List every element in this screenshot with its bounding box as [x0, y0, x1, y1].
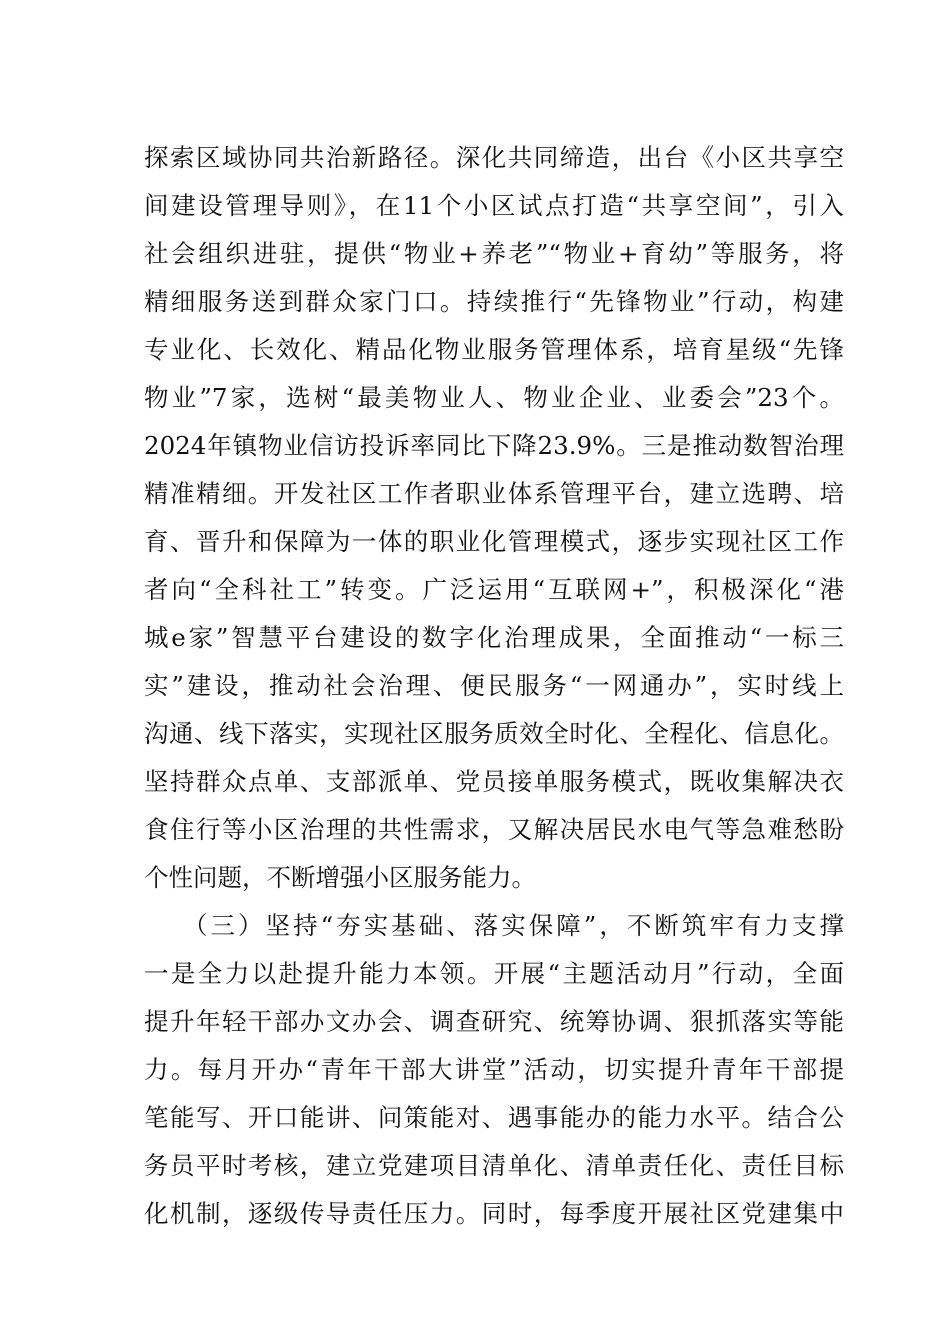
section-heading: （三）坚持“夯实基础、落实保障”，不断筑牢有力支撑 [183, 911, 844, 940]
paragraph-line: 力。每月开办“青年干部大讲堂”活动，切实提升青年干部提 [144, 1055, 844, 1084]
paragraph-line: 笔能写、开口能讲、问策能对、遇事能办的能力水平。结合公 [144, 1103, 844, 1132]
paragraph-line: 社会组织进驻，提供“物业+养老”“物业+育幼”等服务，将 [144, 239, 844, 268]
paragraph-line: 提升年轻干部办文办会、调查研究、统筹协调、狠抓落实等能 [144, 1007, 844, 1036]
paragraph-line: 化机制，逐级传导责任压力。同时，每季度开展社区党建集中 [144, 1199, 844, 1228]
paragraph-line: 2024年镇物业信访投诉率同比下降23.9%。三是推动数智治理 [144, 431, 844, 460]
paragraph-line: 实”建设，推动社会治理、便民服务“一网通办”，实时线上 [144, 671, 844, 700]
paragraph-line: 食住行等小区治理的共性需求，又解决居民水电气等急难愁盼 [144, 815, 844, 844]
paragraph-line: 一是全力以赴提升能力本领。开展“主题活动月”行动，全面 [144, 959, 844, 988]
paragraph-line: 个性问题，不断增强小区服务能力。 [144, 863, 536, 892]
paragraph-line: 育、晋升和保障为一体的职业化管理模式，逐步实现社区工作 [144, 527, 844, 556]
paragraph-line: 精细服务送到群众家门口。持续推行“先锋物业”行动，构建 [144, 287, 844, 316]
paragraph-line: 坚持群众点单、支部派单、党员接单服务模式，既收集解决衣 [144, 767, 844, 796]
paragraph-line: 务员平时考核，建立党建项目清单化、清单责任化、责任目标 [144, 1151, 844, 1180]
paragraph-line: 间建设管理导则》，在11个小区试点打造“共享空间”，引入 [144, 191, 844, 220]
paragraph-line: 精准精细。开发社区工作者职业体系管理平台，建立选聘、培 [144, 479, 844, 508]
paragraph-line: 探索区域协同共治新路径。深化共同缔造，出台《小区共享空 [144, 143, 844, 172]
paragraph-line: 专业化、长效化、精品化物业服务管理体系，培育星级“先锋 [144, 335, 844, 364]
paragraph-line: 者向“全科社工”转变。广泛运用“互联网+”，积极深化“港 [144, 575, 844, 604]
paragraph-line: 城e家”智慧平台建设的数字化治理成果，全面推动“一标三 [144, 623, 844, 652]
paragraph-line: 沟通、线下落实，实现社区服务质效全时化、全程化、信息化。 [144, 719, 844, 748]
paragraph-line: 物业”7家，选树“最美物业人、物业企业、业委会”23个。 [144, 383, 844, 412]
